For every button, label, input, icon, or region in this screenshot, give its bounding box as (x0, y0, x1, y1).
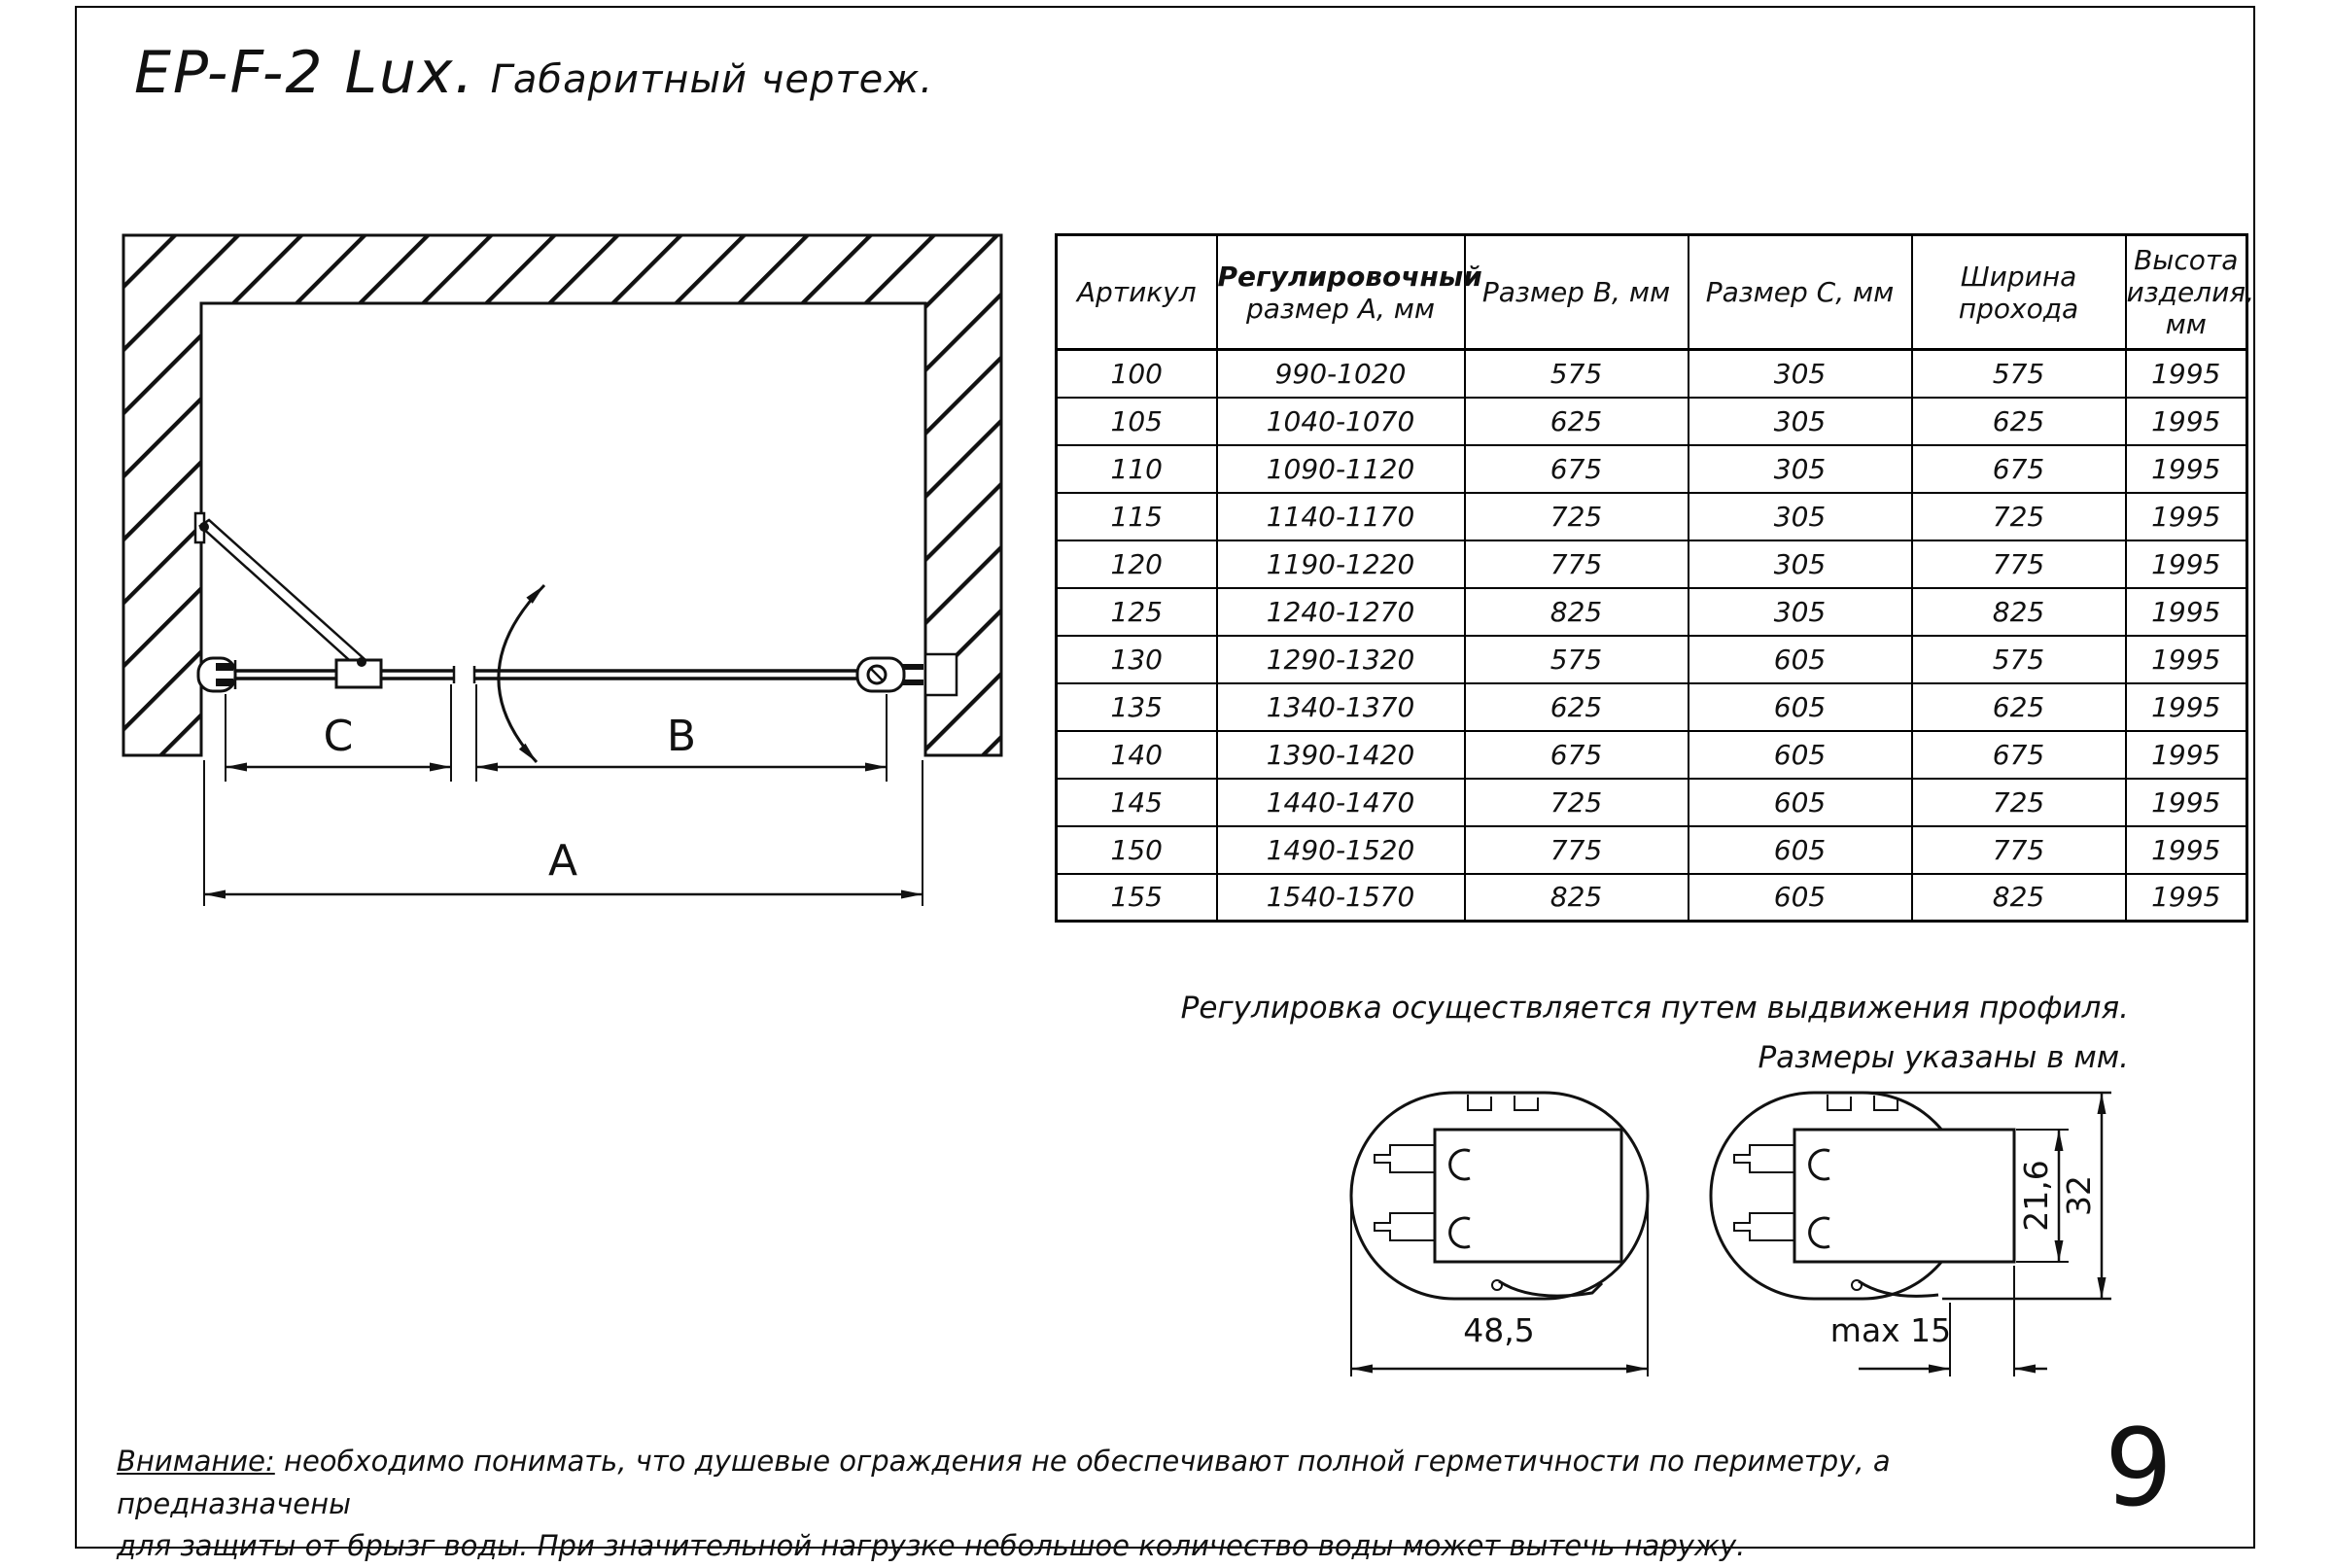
table-cell: 775 (1912, 826, 2126, 874)
table-cell: 675 (1465, 445, 1689, 493)
page-number: 9 (2105, 1406, 2173, 1530)
table-cell: 1995 (2126, 826, 2247, 874)
dimension-b-label: B (666, 712, 697, 761)
size-table-header (1057, 235, 2255, 350)
table-cell: 625 (1912, 398, 2126, 445)
header-line: Регулировочный (1217, 260, 1482, 293)
header-line: размер А, мм (1245, 292, 1436, 325)
header-line: прохода (1958, 292, 2079, 325)
col-header-pass-width (1912, 235, 2126, 350)
table-cell: 725 (1465, 493, 1689, 540)
table-cell: 305 (1689, 445, 1912, 493)
table-cell: 625 (1465, 683, 1689, 731)
table-cell: 155 (1057, 874, 1217, 922)
size-table-body (1057, 350, 2247, 922)
header-line: изделия, (2126, 276, 2255, 308)
table-cell: 1995 (2126, 398, 2247, 445)
table-cell: 130 (1057, 636, 1217, 683)
table-cell: 1090-1120 (1217, 445, 1465, 493)
col-header-artikul: Артикул (1057, 235, 1217, 350)
page-title (134, 39, 933, 107)
table-cell: 1340-1370 (1217, 683, 1465, 731)
title-suffix: Габаритный чертеж. (490, 57, 934, 102)
table-cell: 100 (1057, 350, 1217, 398)
table-row (1057, 731, 2247, 779)
table-row (1057, 779, 2247, 826)
table-row (1057, 826, 2247, 874)
table-cell: 1995 (2126, 445, 2247, 493)
table-cell: 625 (1465, 398, 1689, 445)
table-cell: 1995 (2126, 636, 2247, 683)
table-cell: 825 (1465, 588, 1689, 636)
table-cell: 575 (1912, 350, 2126, 398)
table-cell: 825 (1465, 874, 1689, 922)
table-cell: 825 (1912, 874, 2126, 922)
door-panel-right (474, 666, 859, 683)
table-cell: 1995 (2126, 493, 2247, 540)
table-row (1057, 493, 2247, 540)
adjustment-notes (1118, 984, 2129, 1083)
header-line: мм (2165, 308, 2207, 340)
table-row (1057, 445, 2247, 493)
profile-outer-height-label: 32 (2060, 1175, 2098, 1216)
table-cell: 1995 (2126, 683, 2247, 731)
table-cell: 725 (1912, 779, 2126, 826)
note-line: Размеры указаны в мм. (1758, 1040, 2129, 1076)
table-row (1057, 588, 2247, 636)
table-cell: 1490-1520 (1217, 826, 1465, 874)
note-line: Регулировка осуществляется путем выдвижения профиля. (1180, 991, 2129, 1026)
table-cell: 1540-1570 (1217, 874, 1465, 922)
table-cell: 125 (1057, 588, 1217, 636)
table-row (1057, 540, 2247, 588)
wall-bracket-left (198, 658, 235, 691)
table-cell: 775 (1465, 540, 1689, 588)
warning-note (117, 1441, 2071, 1568)
profile-width-label: 48,5 (1463, 1311, 1535, 1349)
profile-sections (1322, 1081, 2139, 1382)
table-cell: 145 (1057, 779, 1217, 826)
table-cell: 605 (1689, 826, 1912, 874)
table-cell: 1140-1170 (1217, 493, 1465, 540)
col-header-height (2126, 235, 2255, 350)
table-row (1057, 636, 2247, 683)
dimension-drawing (119, 226, 1042, 906)
table-cell: 725 (1465, 779, 1689, 826)
table-cell: 990-1020 (1217, 350, 1465, 398)
profile-inner-height-label: 21,6 (2017, 1160, 2055, 1232)
table-cell: 1290-1320 (1217, 636, 1465, 683)
table-cell: 675 (1912, 445, 2126, 493)
table-cell: 1190-1220 (1217, 540, 1465, 588)
table-cell: 1995 (2126, 350, 2247, 398)
door-swing-arc (499, 585, 544, 762)
table-cell: 605 (1689, 731, 1912, 779)
table-cell: 305 (1689, 540, 1912, 588)
table-cell: 605 (1689, 779, 1912, 826)
col-header-size-a (1217, 235, 1482, 350)
table-row (1057, 398, 2247, 445)
table-cell: 305 (1689, 493, 1912, 540)
table-cell: 305 (1689, 588, 1912, 636)
dimension-a-label: A (547, 836, 578, 886)
table-cell: 1995 (2126, 779, 2247, 826)
col-header-size-b: Размер В, мм (1465, 235, 1689, 350)
header-row (1057, 235, 2247, 350)
col-header-size-c: Размер С, мм (1689, 235, 1912, 350)
wall-bracket-right (857, 654, 957, 695)
table-cell: 825 (1912, 588, 2126, 636)
table-cell: 725 (1912, 493, 2126, 540)
table-cell: 110 (1057, 445, 1217, 493)
table-cell: 575 (1465, 636, 1689, 683)
table-row (1057, 683, 2247, 731)
table-cell: 605 (1689, 874, 1912, 922)
table-cell: 1390-1420 (1217, 731, 1465, 779)
table-cell: 575 (1912, 636, 2126, 683)
table-cell: 140 (1057, 731, 1217, 779)
warning-text-2: для защиты от брызг воды. При значительной нагрузке небольшое количество воды может вытечь наружу. (117, 1529, 1746, 1562)
table-cell: 605 (1689, 636, 1912, 683)
size-table (1055, 233, 2255, 923)
table-cell: 775 (1465, 826, 1689, 874)
table-cell: 305 (1689, 398, 1912, 445)
table-cell: 675 (1465, 731, 1689, 779)
table-cell: 1995 (2126, 588, 2247, 636)
table-cell: 1995 (2126, 874, 2247, 922)
table-cell: 135 (1057, 683, 1217, 731)
product-model: EP-F-2 Lux. (134, 39, 475, 107)
profile-adjust-label: max 15 (1829, 1311, 1952, 1349)
header-line: Ширина (1960, 260, 2077, 293)
table-cell: 115 (1057, 493, 1217, 540)
table-cell: 150 (1057, 826, 1217, 874)
table-cell: 625 (1912, 683, 2126, 731)
table-cell: 605 (1689, 683, 1912, 731)
table-cell: 675 (1912, 731, 2126, 779)
table-cell: 1440-1470 (1217, 779, 1465, 826)
table-cell: 775 (1912, 540, 2126, 588)
warning-lead: Внимание: (117, 1445, 275, 1478)
table-row (1057, 350, 2247, 398)
table-cell: 105 (1057, 398, 1217, 445)
header-line: Высота (2134, 244, 2239, 276)
table-cell: 1995 (2126, 731, 2247, 779)
table-row (1057, 874, 2247, 922)
table-cell: 1240-1270 (1217, 588, 1465, 636)
table-cell: 120 (1057, 540, 1217, 588)
dimension-c-label: C (323, 712, 354, 761)
warning-text-1: необходимо понимать, что душевые ограждения не обеспечивают полной герметичности по периметру, а предназначены (117, 1445, 1891, 1520)
table-cell: 1040-1070 (1217, 398, 1465, 445)
table-cell: 1995 (2126, 540, 2247, 588)
table-cell: 305 (1689, 350, 1912, 398)
table-cell: 575 (1465, 350, 1689, 398)
